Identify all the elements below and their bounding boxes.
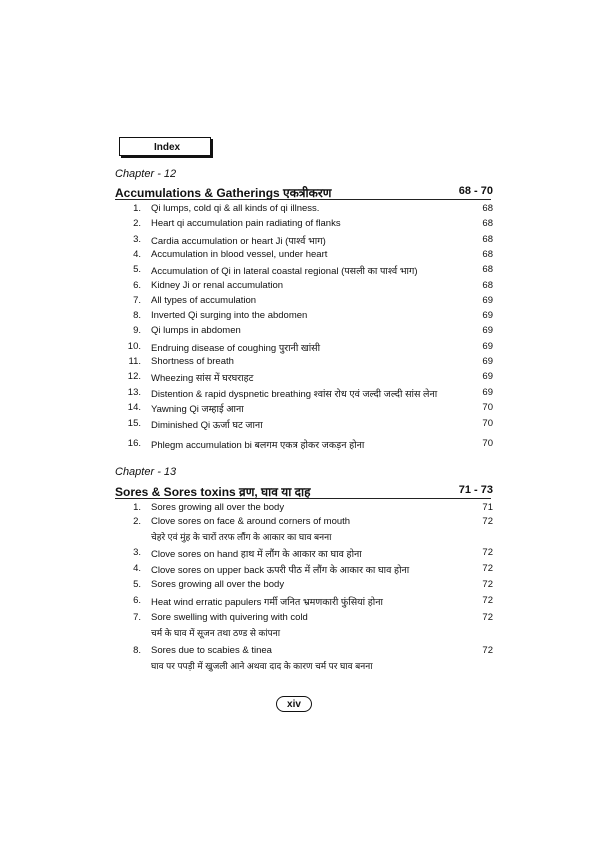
index-label: Index bbox=[154, 142, 181, 153]
entry-page: 72 bbox=[482, 547, 493, 558]
entry-title: Distention & rapid dyspnetic breathing श्वांस रोध एवं जल्दी जल्दी सांस लेना bbox=[151, 389, 438, 400]
entry-number: 1. bbox=[133, 502, 141, 513]
entry-title: Qi lumps in abdomen bbox=[151, 325, 241, 336]
entry-page: 71 bbox=[482, 502, 493, 513]
entry-title: Clove sores on upper back ऊपरी पीठ में लौंग के आकार का घाव होना bbox=[151, 565, 410, 576]
entry-title: Endruing disease of coughing पुरानी खांसी bbox=[151, 343, 321, 354]
entry-page: 72 bbox=[482, 579, 493, 590]
entry-page: 69 bbox=[482, 371, 493, 382]
chapter-13-title: Sores & Sores toxins व्रण, घाव या दाह bbox=[115, 485, 311, 499]
entry-page: 69 bbox=[482, 356, 493, 367]
entry-title: Diminished Qi ऊर्जा घट जाना bbox=[151, 420, 263, 431]
entry-page: 69 bbox=[482, 310, 493, 321]
entry-page: 68 bbox=[482, 249, 493, 260]
entry-number: 6. bbox=[133, 595, 141, 606]
entry-page: 68 bbox=[482, 280, 493, 291]
entry-page: 72 bbox=[482, 516, 493, 527]
entry-page: 69 bbox=[482, 341, 493, 352]
entry-number: 9. bbox=[133, 325, 141, 336]
chapter-13-range: 71 - 73 bbox=[458, 484, 493, 496]
chapter-13-label: Chapter - 13 bbox=[115, 466, 177, 478]
entry-subtitle: चर्म के घाव में सूजन तथा ठण्ड से कांपना bbox=[151, 628, 281, 638]
entry-number: 13. bbox=[127, 387, 141, 398]
entry-title: Clove sores on face & around corners of mouth bbox=[151, 516, 351, 527]
chapter-12-label: Chapter - 12 bbox=[115, 168, 177, 180]
entry-title: Sores growing all over the body bbox=[151, 579, 285, 590]
entry-title: Accumulation of Qi in lateral coastal regional (पसली का पार्श्व भाग) bbox=[151, 266, 418, 277]
entry-title: Accumulation in blood vessel, under heart bbox=[151, 249, 328, 260]
entry-title: Phlegm accumulation bi बलगम एकत्र होकर जकड़न होना bbox=[151, 440, 365, 451]
entry-page: 69 bbox=[482, 387, 493, 398]
entry-page: 72 bbox=[482, 645, 493, 656]
entry-number: 11. bbox=[128, 356, 141, 367]
entry-title: Heat wind erratic papulers गर्मी जनित भ्रमणकारी फुंसियां होना bbox=[151, 597, 383, 608]
entry-page: 72 bbox=[482, 595, 493, 606]
entry-number: 5. bbox=[133, 264, 141, 275]
entry-title: Clove sores on hand हाथ में लौंग के आकार का घाव होना bbox=[151, 549, 362, 560]
entry-number: 3. bbox=[133, 547, 141, 558]
entry-number: 8. bbox=[133, 645, 141, 656]
entry-subtitle: घाव पर पपड़ी में खुजली आने अथवा दाद के कारण चर्म पर घाव बनना bbox=[151, 661, 373, 671]
entry-title: Shortness of breath bbox=[151, 356, 234, 367]
entry-number: 7. bbox=[133, 295, 141, 306]
entry-title: Kidney Ji or renal accumulation bbox=[151, 280, 284, 291]
entry-title: All types of accumulation bbox=[151, 295, 257, 306]
entry-number: 3. bbox=[133, 234, 141, 245]
entry-page: 68 bbox=[482, 218, 493, 229]
entry-number: 10. bbox=[127, 341, 141, 352]
chapter-12-range: 68 - 70 bbox=[458, 185, 493, 197]
page-number: xiv bbox=[276, 696, 312, 712]
entry-page: 72 bbox=[482, 563, 493, 574]
entry-number: 8. bbox=[133, 310, 141, 321]
entry-page: 69 bbox=[482, 295, 493, 306]
entry-title: Wheezing सांस में घरघराहट bbox=[151, 373, 254, 384]
entry-page: 70 bbox=[482, 438, 493, 449]
entry-number: 4. bbox=[133, 249, 141, 260]
entry-number: 6. bbox=[133, 280, 141, 291]
entry-page: 68 bbox=[482, 264, 493, 275]
entry-number: 2. bbox=[133, 516, 141, 527]
entry-title: Inverted Qi surging into the abdomen bbox=[151, 310, 308, 321]
entry-number: 14. bbox=[127, 402, 141, 413]
entry-number: 4. bbox=[133, 563, 141, 574]
entry-number: 5. bbox=[133, 579, 141, 590]
entry-number: 7. bbox=[133, 612, 141, 623]
chapter-13-rule bbox=[115, 498, 491, 499]
entry-title: Sores due to scabies & tinea bbox=[151, 645, 272, 656]
entry-subtitle: चेहरे एवं मुंह के चारों तरफ लौंग के आकार का घाव बनना bbox=[151, 532, 332, 542]
entry-title: Yawning Qi जम्हाई आना bbox=[151, 404, 244, 415]
chapter-12-rule bbox=[115, 199, 491, 200]
entry-number: 1. bbox=[133, 203, 141, 214]
index-label-box bbox=[119, 137, 211, 156]
entry-title: Sores growing all over the body bbox=[151, 502, 285, 513]
entry-title: Qi lumps, cold qi & all kinds of qi illness. bbox=[151, 203, 320, 214]
entry-page: 70 bbox=[482, 418, 493, 429]
entry-page: 70 bbox=[482, 402, 493, 413]
entry-title: Heart qi accumulation pain radiating of flanks bbox=[151, 218, 341, 229]
entry-page: 72 bbox=[482, 612, 493, 623]
entry-number: 16. bbox=[127, 438, 141, 449]
entry-title: Sore swelling with quivering with cold bbox=[151, 612, 308, 623]
entry-page: 68 bbox=[482, 203, 493, 214]
entry-page: 68 bbox=[482, 234, 493, 245]
entry-number: 12. bbox=[127, 371, 141, 382]
entry-number: 15. bbox=[127, 418, 141, 429]
entry-title: Cardia accumulation or heart Ji (पार्श्व भाग) bbox=[151, 236, 326, 247]
entry-page: 69 bbox=[482, 325, 493, 336]
entry-number: 2. bbox=[133, 218, 141, 229]
chapter-12-title: Accumulations & Gatherings एकत्रीकरण bbox=[115, 186, 332, 200]
